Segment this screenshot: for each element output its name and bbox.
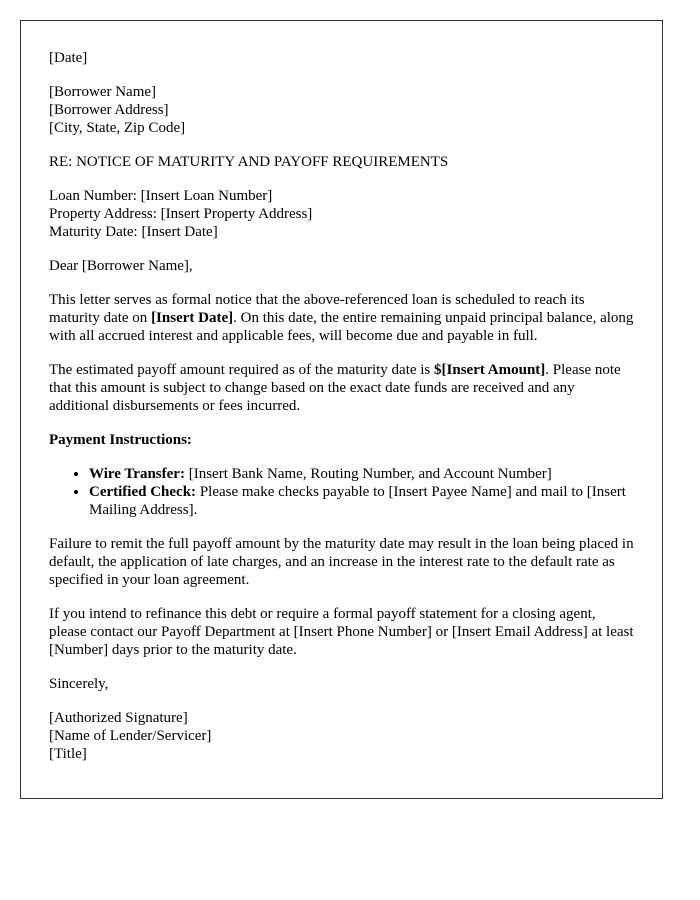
authorized-signature: [Authorized Signature] bbox=[49, 710, 188, 726]
salutation: Dear [Borrower Name], bbox=[49, 258, 193, 274]
signer-title: [Title] bbox=[49, 746, 87, 762]
loan-info bbox=[49, 187, 634, 241]
list-item bbox=[89, 483, 634, 519]
payment-list bbox=[49, 465, 634, 519]
payment-heading-text: Payment Instructions: bbox=[49, 432, 192, 448]
payoff-amount-bold: $[Insert Amount] bbox=[434, 362, 546, 378]
recipient-city: [City, State, Zip Code] bbox=[49, 120, 186, 136]
maturity-date-bold: [Insert Date] bbox=[151, 310, 234, 326]
letter bbox=[20, 20, 663, 799]
text: . Please note that this amount is subject to change based on the exact date funds are received and any additional disbursements or fees incurred. bbox=[49, 362, 621, 414]
item-text: [Insert Bank Name, Routing Number, and Account Number] bbox=[184, 466, 552, 482]
property-address: Property Address: [Insert Property Address] bbox=[49, 206, 313, 222]
payment-heading bbox=[49, 431, 634, 449]
paragraph-contact: If you intend to refinance this debt or require a formal payoff statement for a closing agent, please contact our Payoff Department at [Insert Phone Number] or [Insert Email Address] at least [Number] days prior to the maturity date. bbox=[49, 606, 634, 658]
lender-name: [Name of Lender/Servicer] bbox=[49, 728, 212, 744]
paragraph-notice bbox=[49, 291, 634, 345]
signature-block bbox=[49, 709, 634, 763]
item-text: Please make checks payable to [Insert Payee Name] and mail to [Insert Mailing Address]. bbox=[89, 484, 626, 518]
paragraph-payoff-amount bbox=[49, 361, 634, 415]
item-label: Wire Transfer: bbox=[89, 466, 185, 482]
closing: Sincerely, bbox=[49, 676, 109, 692]
recipient-address: [Borrower Address] bbox=[49, 102, 169, 118]
loan-number: Loan Number: [Insert Loan Number] bbox=[49, 188, 273, 204]
recipient-name: [Borrower Name] bbox=[49, 84, 157, 100]
text: The estimated payoff amount required as of the maturity date is bbox=[49, 362, 435, 378]
subject-line: RE: NOTICE OF MATURITY AND PAYOFF REQUIREMENTS bbox=[49, 154, 449, 170]
paragraph-default: Failure to remit the full payoff amount by the maturity date may result in the loan being placed in default, the application of late charges, and an increase in the interest rate to the default rate as specified in your loan agreement. bbox=[49, 536, 634, 588]
item-label: Certified Check: bbox=[89, 484, 197, 500]
maturity-date: Maturity Date: [Insert Date] bbox=[49, 224, 218, 240]
text: . On this date, the entire remaining unpaid principal balance, along with all accrued interest and applicable fees, will become due and payable in full. bbox=[49, 310, 634, 344]
list-item bbox=[89, 465, 634, 483]
recipient-block bbox=[49, 83, 634, 137]
date: [Date] bbox=[49, 50, 88, 66]
text: This letter serves as formal notice that the above-referenced loan is scheduled to reach its maturity date on bbox=[49, 292, 585, 326]
